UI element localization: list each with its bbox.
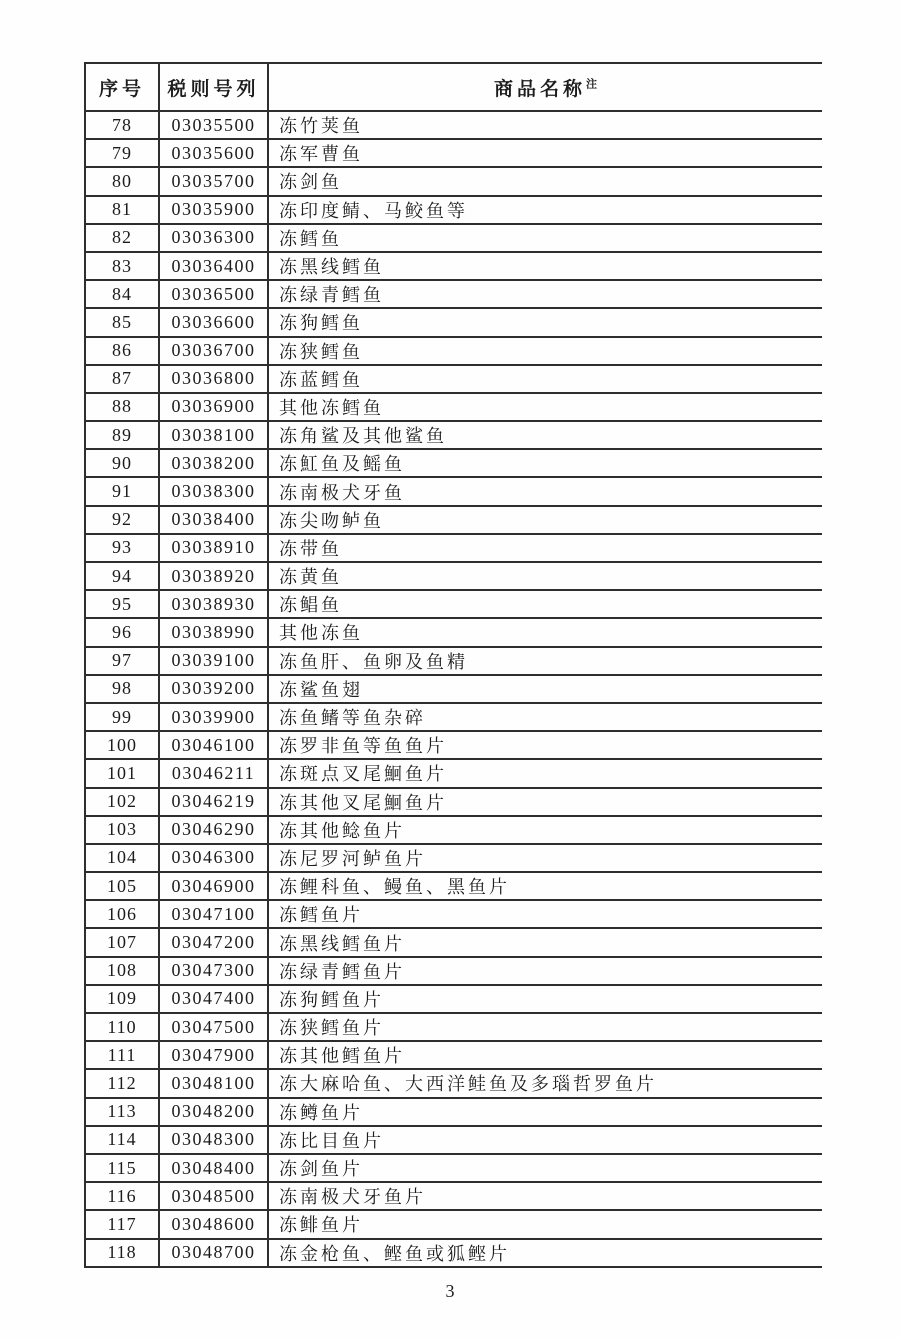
row-product-name: 冻狭鳕鱼	[268, 337, 822, 365]
row-tariff-code: 03036300	[159, 224, 268, 252]
row-serial-number: 90	[85, 449, 159, 477]
row-serial-number: 84	[85, 280, 159, 308]
row-tariff-code: 03035500	[159, 111, 268, 139]
row-serial-number: 94	[85, 562, 159, 590]
row-product-name: 冻大麻哈鱼、大西洋鲑鱼及多瑙哲罗鱼片	[268, 1069, 822, 1097]
row-tariff-code: 03036400	[159, 252, 268, 280]
table-row	[85, 1013, 822, 1041]
row-product-name: 冻蓝鳕鱼	[268, 365, 822, 393]
table-body	[85, 111, 822, 1267]
table-row	[85, 1041, 822, 1069]
table-row	[85, 477, 822, 505]
table-row	[85, 703, 822, 731]
row-product-name: 冻鱼鳍等鱼杂碎	[268, 703, 822, 731]
table-row	[85, 590, 822, 618]
row-serial-number: 89	[85, 421, 159, 449]
row-product-name: 冻黄鱼	[268, 562, 822, 590]
row-tariff-code: 03046290	[159, 816, 268, 844]
row-serial-number: 111	[85, 1041, 159, 1069]
row-serial-number: 116	[85, 1182, 159, 1210]
row-serial-number: 85	[85, 308, 159, 336]
row-product-name: 冻魟鱼及鳐鱼	[268, 449, 822, 477]
row-product-name: 冻斑点叉尾鮰鱼片	[268, 759, 822, 787]
row-product-name: 冻竹荚鱼	[268, 111, 822, 139]
table-row	[85, 816, 822, 844]
header-serial-number: 序号	[85, 63, 159, 111]
row-serial-number: 113	[85, 1098, 159, 1126]
row-tariff-code: 03047300	[159, 957, 268, 985]
table-row	[85, 1098, 822, 1126]
row-tariff-code: 03035900	[159, 196, 268, 224]
row-tariff-code: 03046900	[159, 872, 268, 900]
row-product-name: 冻绿青鳕鱼	[268, 280, 822, 308]
row-product-name: 冻鱼肝、鱼卵及鱼精	[268, 647, 822, 675]
row-serial-number: 96	[85, 618, 159, 646]
row-product-name: 冻其他鲶鱼片	[268, 816, 822, 844]
row-product-name: 其他冻鳕鱼	[268, 393, 822, 421]
row-tariff-code: 03048500	[159, 1182, 268, 1210]
table-row	[85, 647, 822, 675]
table-row	[85, 788, 822, 816]
table-row	[85, 111, 822, 139]
row-serial-number: 108	[85, 957, 159, 985]
row-product-name: 冻鳟鱼片	[268, 1098, 822, 1126]
row-product-name: 冻绿青鳕鱼片	[268, 957, 822, 985]
table-row	[85, 759, 822, 787]
row-tariff-code: 03047500	[159, 1013, 268, 1041]
row-serial-number: 117	[85, 1210, 159, 1238]
row-product-name: 冻南极犬牙鱼片	[268, 1182, 822, 1210]
table-row	[85, 675, 822, 703]
row-product-name: 冻鳕鱼	[268, 224, 822, 252]
row-product-name: 冻鲨鱼翅	[268, 675, 822, 703]
row-product-name: 冻黑线鳕鱼片	[268, 928, 822, 956]
row-tariff-code: 03048600	[159, 1210, 268, 1238]
table-header-row	[85, 63, 822, 111]
table-row	[85, 562, 822, 590]
row-product-name: 冻鲳鱼	[268, 590, 822, 618]
row-serial-number: 87	[85, 365, 159, 393]
row-product-name: 冻鲱鱼片	[268, 1210, 822, 1238]
table-row	[85, 534, 822, 562]
row-serial-number: 98	[85, 675, 159, 703]
row-tariff-code: 03036900	[159, 393, 268, 421]
header-product-name	[268, 63, 822, 111]
row-serial-number: 82	[85, 224, 159, 252]
table-row	[85, 337, 822, 365]
row-serial-number: 79	[85, 139, 159, 167]
row-product-name: 其他冻鱼	[268, 618, 822, 646]
row-product-name: 冻其他鳕鱼片	[268, 1041, 822, 1069]
row-tariff-code: 03036700	[159, 337, 268, 365]
table-row	[85, 308, 822, 336]
row-product-name: 冻印度鲭、马鲛鱼等	[268, 196, 822, 224]
table-row	[85, 365, 822, 393]
table-row	[85, 731, 822, 759]
page-number: 3	[445, 1281, 455, 1301]
row-serial-number: 101	[85, 759, 159, 787]
table-row	[85, 252, 822, 280]
row-tariff-code: 03039200	[159, 675, 268, 703]
row-product-name: 冻剑鱼	[268, 167, 822, 195]
row-product-name: 冻带鱼	[268, 534, 822, 562]
row-serial-number: 105	[85, 872, 159, 900]
row-tariff-code: 03035600	[159, 139, 268, 167]
row-product-name: 冻尼罗河鲈鱼片	[268, 844, 822, 872]
row-serial-number: 107	[85, 928, 159, 956]
table-row	[85, 1210, 822, 1238]
row-tariff-code: 03048200	[159, 1098, 268, 1126]
row-tariff-code: 03048300	[159, 1126, 268, 1154]
table-row	[85, 224, 822, 252]
row-product-name: 冻金枪鱼、鲣鱼或狐鲣片	[268, 1239, 822, 1267]
row-product-name: 冻狗鳕鱼	[268, 308, 822, 336]
header-product-name-text: 商品名称	[493, 78, 586, 100]
row-product-name: 冻狗鳕鱼片	[268, 985, 822, 1013]
row-tariff-code: 03038400	[159, 506, 268, 534]
row-serial-number: 102	[85, 788, 159, 816]
row-serial-number: 114	[85, 1126, 159, 1154]
row-serial-number: 83	[85, 252, 159, 280]
tariff-table	[84, 62, 822, 1268]
row-serial-number: 78	[85, 111, 159, 139]
table-row	[85, 449, 822, 477]
table-row	[85, 196, 822, 224]
row-product-name: 冻军曹鱼	[268, 139, 822, 167]
row-serial-number: 97	[85, 647, 159, 675]
row-serial-number: 80	[85, 167, 159, 195]
row-tariff-code: 03035700	[159, 167, 268, 195]
row-serial-number: 115	[85, 1154, 159, 1182]
table-row	[85, 1126, 822, 1154]
row-tariff-code: 03039900	[159, 703, 268, 731]
row-tariff-code: 03046211	[159, 759, 268, 787]
row-tariff-code: 03038920	[159, 562, 268, 590]
table-row	[85, 872, 822, 900]
row-product-name: 冻鳕鱼片	[268, 900, 822, 928]
row-tariff-code: 03047900	[159, 1041, 268, 1069]
row-serial-number: 109	[85, 985, 159, 1013]
row-tariff-code: 03036800	[159, 365, 268, 393]
row-serial-number: 95	[85, 590, 159, 618]
table-row	[85, 1154, 822, 1182]
row-product-name: 冻角鲨及其他鲨鱼	[268, 421, 822, 449]
table-row	[85, 844, 822, 872]
row-tariff-code: 03047100	[159, 900, 268, 928]
row-serial-number: 104	[85, 844, 159, 872]
row-tariff-code: 03038300	[159, 477, 268, 505]
row-product-name: 冻比目鱼片	[268, 1126, 822, 1154]
row-tariff-code: 03046300	[159, 844, 268, 872]
row-tariff-code: 03038990	[159, 618, 268, 646]
header-note-superscript: 注	[586, 78, 597, 91]
table-row	[85, 957, 822, 985]
row-serial-number: 106	[85, 900, 159, 928]
row-serial-number: 81	[85, 196, 159, 224]
table-row	[85, 985, 822, 1013]
row-tariff-code: 03036500	[159, 280, 268, 308]
row-tariff-code: 03038100	[159, 421, 268, 449]
row-product-name: 冻黑线鳕鱼	[268, 252, 822, 280]
row-tariff-code: 03038200	[159, 449, 268, 477]
table-row	[85, 393, 822, 421]
row-tariff-code: 03038910	[159, 534, 268, 562]
row-tariff-code: 03039100	[159, 647, 268, 675]
table-row	[85, 506, 822, 534]
row-product-name: 冻狭鳕鱼片	[268, 1013, 822, 1041]
table-row	[85, 421, 822, 449]
row-tariff-code: 03048700	[159, 1239, 268, 1267]
row-tariff-code: 03046219	[159, 788, 268, 816]
row-serial-number: 112	[85, 1069, 159, 1097]
table-row	[85, 928, 822, 956]
table-row	[85, 1182, 822, 1210]
row-product-name: 冻其他叉尾鮰鱼片	[268, 788, 822, 816]
row-tariff-code: 03038930	[159, 590, 268, 618]
header-tariff-code: 税则号列	[159, 63, 268, 111]
table-row	[85, 167, 822, 195]
row-serial-number: 92	[85, 506, 159, 534]
table-row	[85, 1239, 822, 1267]
table-row	[85, 1069, 822, 1097]
table-row	[85, 900, 822, 928]
row-tariff-code: 03048100	[159, 1069, 268, 1097]
row-serial-number: 88	[85, 393, 159, 421]
row-product-name: 冻鲤科鱼、鳗鱼、黑鱼片	[268, 872, 822, 900]
row-product-name: 冻尖吻鲈鱼	[268, 506, 822, 534]
row-tariff-code: 03047400	[159, 985, 268, 1013]
row-serial-number: 118	[85, 1239, 159, 1267]
row-tariff-code: 03048400	[159, 1154, 268, 1182]
row-serial-number: 86	[85, 337, 159, 365]
row-serial-number: 100	[85, 731, 159, 759]
row-product-name: 冻南极犬牙鱼	[268, 477, 822, 505]
row-product-name: 冻剑鱼片	[268, 1154, 822, 1182]
row-serial-number: 103	[85, 816, 159, 844]
row-product-name: 冻罗非鱼等鱼鱼片	[268, 731, 822, 759]
row-serial-number: 110	[85, 1013, 159, 1041]
row-tariff-code: 03047200	[159, 928, 268, 956]
row-serial-number: 99	[85, 703, 159, 731]
table-row	[85, 280, 822, 308]
row-tariff-code: 03046100	[159, 731, 268, 759]
table-row	[85, 618, 822, 646]
row-serial-number: 93	[85, 534, 159, 562]
row-serial-number: 91	[85, 477, 159, 505]
row-tariff-code: 03036600	[159, 308, 268, 336]
table-row	[85, 139, 822, 167]
